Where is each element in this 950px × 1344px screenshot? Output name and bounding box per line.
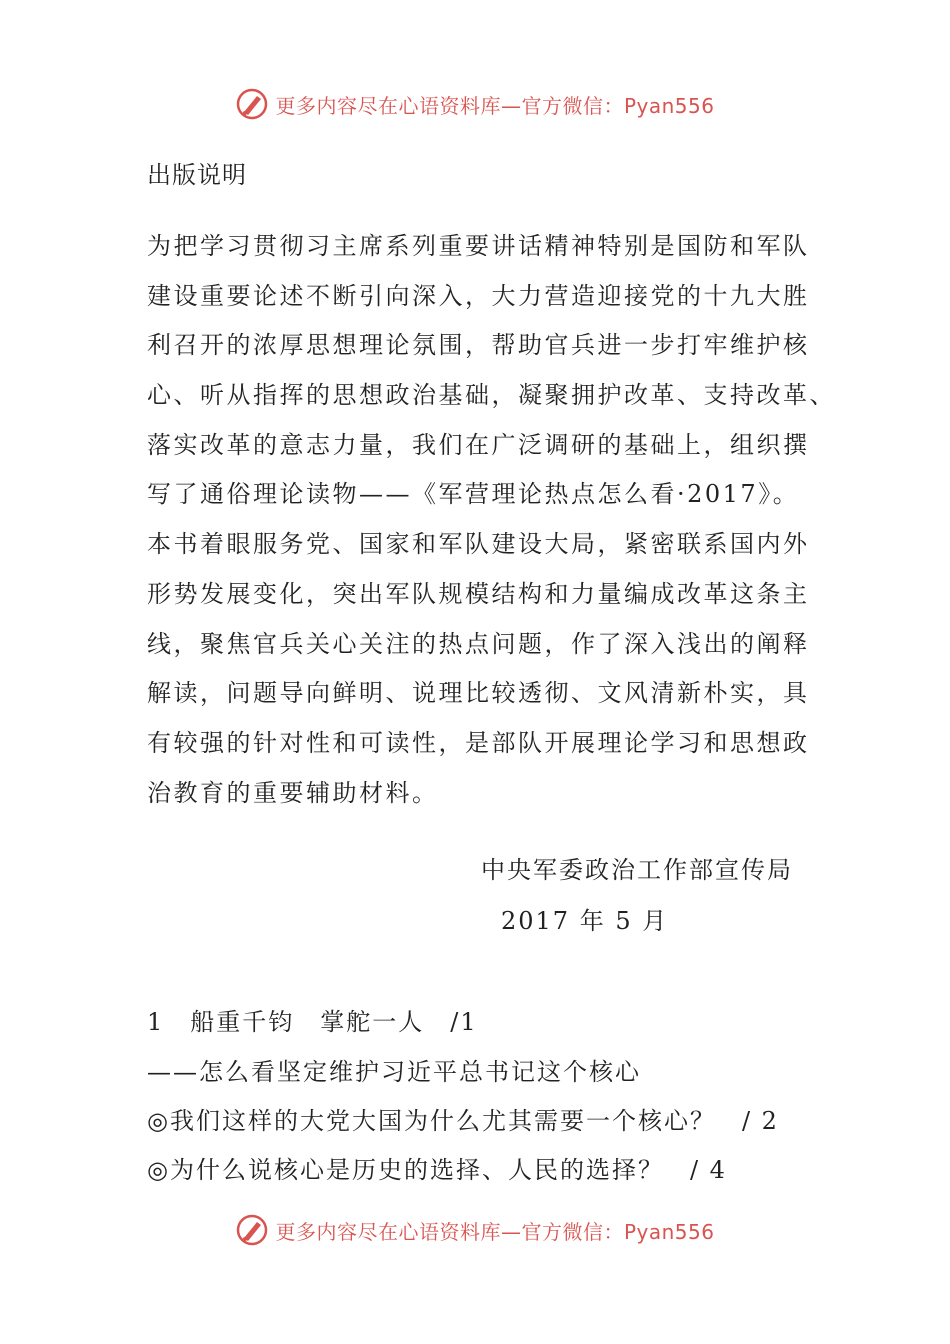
paragraph-line: 本书着眼服务党、国家和军队建设大局，紧密联系国内外: [147, 530, 810, 559]
signature-organization: 中央军委政治工作部宣传局: [481, 856, 793, 884]
pen-circle-logo-icon: [235, 87, 269, 121]
watermark-text: 更多内容尽在心语资料库—官方微信：Pyan556: [275, 93, 715, 118]
watermark-banner-top: [0, 84, 950, 124]
toc-entry: ◎为什么说核心是历史的选择、人民的选择？ / 4: [147, 1156, 727, 1184]
paragraph-line: 形势发展变化，突出军队规模结构和力量编成改革这条主: [147, 579, 810, 608]
paragraph-line: 为把学习贯彻习主席系列重要讲话精神特别是国防和军队: [147, 232, 810, 260]
watermark-text: 更多内容尽在心语资料库—官方微信：Pyan556: [275, 1219, 715, 1244]
toc-entry: ◎我们这样的大党大国为什么尤其需要一个核心？ / 2: [147, 1107, 779, 1135]
paragraph-line: 线，聚焦官兵关心关注的热点问题，作了深入浅出的阐释: [147, 629, 810, 658]
paragraph-line: 解读，问题导向鲜明、说理比较透彻、文风清新朴实，具: [147, 679, 810, 708]
paragraph-line: 利召开的浓厚思想理论氛围，帮助官兵进一步打牢维护核: [147, 331, 810, 360]
watermark-banner-bottom: [0, 1210, 950, 1250]
paragraph-line: 写了通俗理论读物——《军营理论热点怎么看·2017》。: [147, 480, 800, 509]
paragraph-line: 心、听从指挥的思想政治基础，凝聚拥护改革、支持改革、: [147, 381, 836, 410]
paragraph-line: 落实改革的意志力量，我们在广泛调研的基础上，组织撰: [147, 430, 810, 459]
page-title: 出版说明: [147, 161, 247, 189]
paragraph-line: 治教育的重要辅助材料。: [147, 778, 439, 807]
signature-date: 2017 年 5 月: [501, 907, 669, 935]
paragraph-line: 建设重要论述不断引向深入，大力营造迎接党的十九大胜: [147, 281, 810, 310]
toc-chapter-subtitle: ——怎么看坚定维护习近平总书记这个核心: [147, 1058, 641, 1086]
toc-chapter-heading: 1 船重千钧 掌舵一人 /1: [147, 1008, 478, 1036]
paragraph-line: 有较强的针对性和可读性，是部队开展理论学习和思想政: [147, 728, 810, 757]
preface-paragraph: [147, 226, 836, 822]
pen-circle-logo-icon: [235, 1213, 269, 1247]
